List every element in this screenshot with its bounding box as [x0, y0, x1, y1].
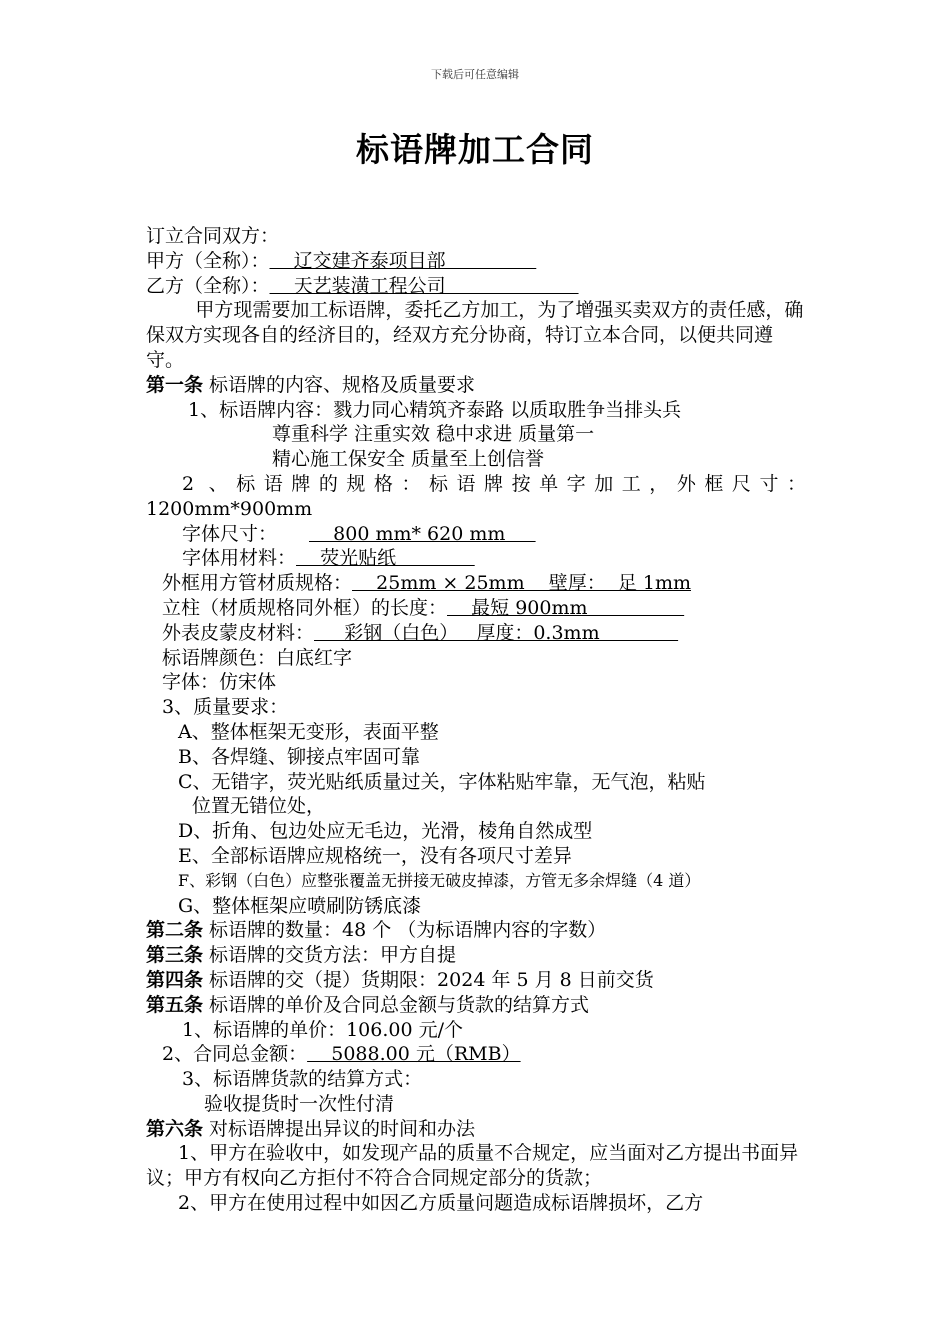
party-b-value: 天艺装潢工程公司	[269, 274, 579, 297]
skin-material-value: 彩钢（白色） 厚度：0.3mm	[314, 621, 679, 644]
party-b-label: 乙方（全称）：	[146, 274, 270, 297]
parties-intro: 订立合同双方：	[146, 225, 280, 247]
contract-body	[146, 224, 806, 1216]
article-1-number: 第一条	[146, 373, 204, 396]
skin-material-line	[146, 621, 806, 646]
document-title: 标语牌加工合同	[356, 130, 594, 169]
article-3	[146, 943, 806, 968]
font-material-label: 字体用材料：	[182, 547, 297, 570]
article-1-title: 标语牌的内容、规格及质量要求	[203, 373, 476, 396]
quality-item-e: E、全部标语牌应规格统一，没有各项尺寸差异	[178, 844, 572, 867]
skin-material-label: 外表皮蒙皮材料：	[162, 621, 315, 644]
article-5-number: 第五条	[146, 993, 204, 1016]
spec-line: 2 、标语牌的规格：标语牌按单字加工，外框尺寸：	[182, 472, 806, 495]
quality-item-g: G、整体框架应喷刷防锈底漆	[178, 894, 422, 917]
party-b-line	[146, 274, 806, 299]
unit-price-line: 1、标语牌的单价：106.00 元/个	[182, 1018, 464, 1041]
spec-line-cont: 1200mm*900mm	[146, 497, 313, 520]
objection-item-2: 2、甲方在使用过程中如因乙方质量问题造成标语牌损坏，乙方	[178, 1192, 704, 1215]
quality-heading: 3、质量要求：	[162, 696, 289, 719]
quality-item-c: C、无错字，荧光贴纸质量过关，字体粘贴牢靠，无气泡，粘贴	[178, 770, 706, 793]
total-amount-value: 5088.00 元（RMB）	[307, 1043, 521, 1066]
article-2-text: 标语牌的数量：48 个 （为标语牌内容的字数）	[203, 919, 607, 942]
article-6-text: 对标语牌提出异议的时间和办法	[203, 1117, 476, 1140]
font-size-label: 字体尺寸：	[182, 522, 278, 545]
settlement-heading: 3、标语牌货款的结算方式：	[182, 1068, 423, 1091]
article-4	[146, 968, 806, 993]
font-type-line: 字体：仿宋体	[162, 671, 277, 694]
sign-color-line: 标语牌颜色：白底红字	[162, 646, 353, 669]
page-header-note: 下载后可任意编辑	[431, 68, 519, 81]
article-4-number: 第四条	[146, 968, 204, 991]
content-line-1: 1、标语牌内容：戮力同心精筑齐泰路 以质取胜争当排头兵	[188, 398, 682, 421]
frame-spec-label: 外框用方管材质规格：	[162, 572, 353, 595]
total-amount-line	[146, 1042, 806, 1067]
objection-item-1: 1、甲方在验收中，如发现产品的质量不合规定，应当面对乙方提出书面异议；甲方有权向乙方拒付不符合合同规定部分的货款；	[146, 1142, 799, 1190]
content-line-3: 精心施工保安全 质量至上创信誉	[272, 448, 545, 471]
party-a-label: 甲方（全称）：	[146, 249, 270, 272]
quality-item-b: B、各焊缝、铆接点牢固可靠	[178, 745, 420, 768]
total-amount-label: 2、合同总金额：	[162, 1043, 308, 1066]
article-4-text: 标语牌的交（提）货期限：2024 年 5 月 8 日前交货	[203, 968, 654, 991]
article-5	[146, 993, 806, 1018]
party-a-line	[146, 249, 806, 274]
article-5-text: 标语牌的单价及合同总金额与货款的结算方式	[203, 993, 590, 1016]
intro-paragraph: 甲方现需要加工标语牌，委托乙方加工，为了增强买卖双方的责任感，确保双方实现各自的经济目的，经双方充分协商，特订立本合同，以便共同遵守。	[146, 299, 804, 371]
article-6-number: 第六条	[146, 1117, 204, 1140]
font-size-line	[146, 522, 806, 547]
quality-item-c-cont: 位置无错位处，	[192, 795, 326, 818]
frame-spec-line	[146, 571, 806, 596]
party-a-value: 辽交建齐泰项目部	[269, 249, 537, 272]
article-6	[146, 1117, 806, 1142]
post-length-value: 最短 900mm	[447, 596, 685, 619]
post-length-line	[146, 596, 806, 621]
article-1-heading	[146, 373, 806, 398]
font-material-value: 荧光贴纸	[296, 547, 475, 570]
article-3-text: 标语牌的交货方法：甲方自提	[203, 944, 457, 967]
frame-spec-value: 25mm × 25mm 壁厚： 足 1mm	[352, 572, 691, 595]
post-length-label: 立柱（材质规格同外框）的长度：	[162, 596, 448, 619]
article-2-number: 第二条	[146, 919, 204, 942]
content-line-2: 尊重科学 注重实效 稳中求进 质量第一	[272, 423, 595, 446]
font-size-value: 800 mm* 620 mm	[309, 522, 536, 545]
quality-item-a: A、整体框架无变形，表面平整	[178, 720, 439, 743]
quality-item-f: F、彩钢（白色）应整张覆盖无拼接无破皮掉漆，方管无多余焊缝（4 道）	[178, 870, 701, 890]
settlement-method: 验收提货时一次性付清	[204, 1092, 395, 1115]
article-2	[146, 918, 806, 943]
font-material-line	[146, 546, 806, 571]
article-3-number: 第三条	[146, 944, 204, 967]
quality-item-d: D、折角、包边处应无毛边，光滑，棱角自然成型	[178, 820, 593, 843]
